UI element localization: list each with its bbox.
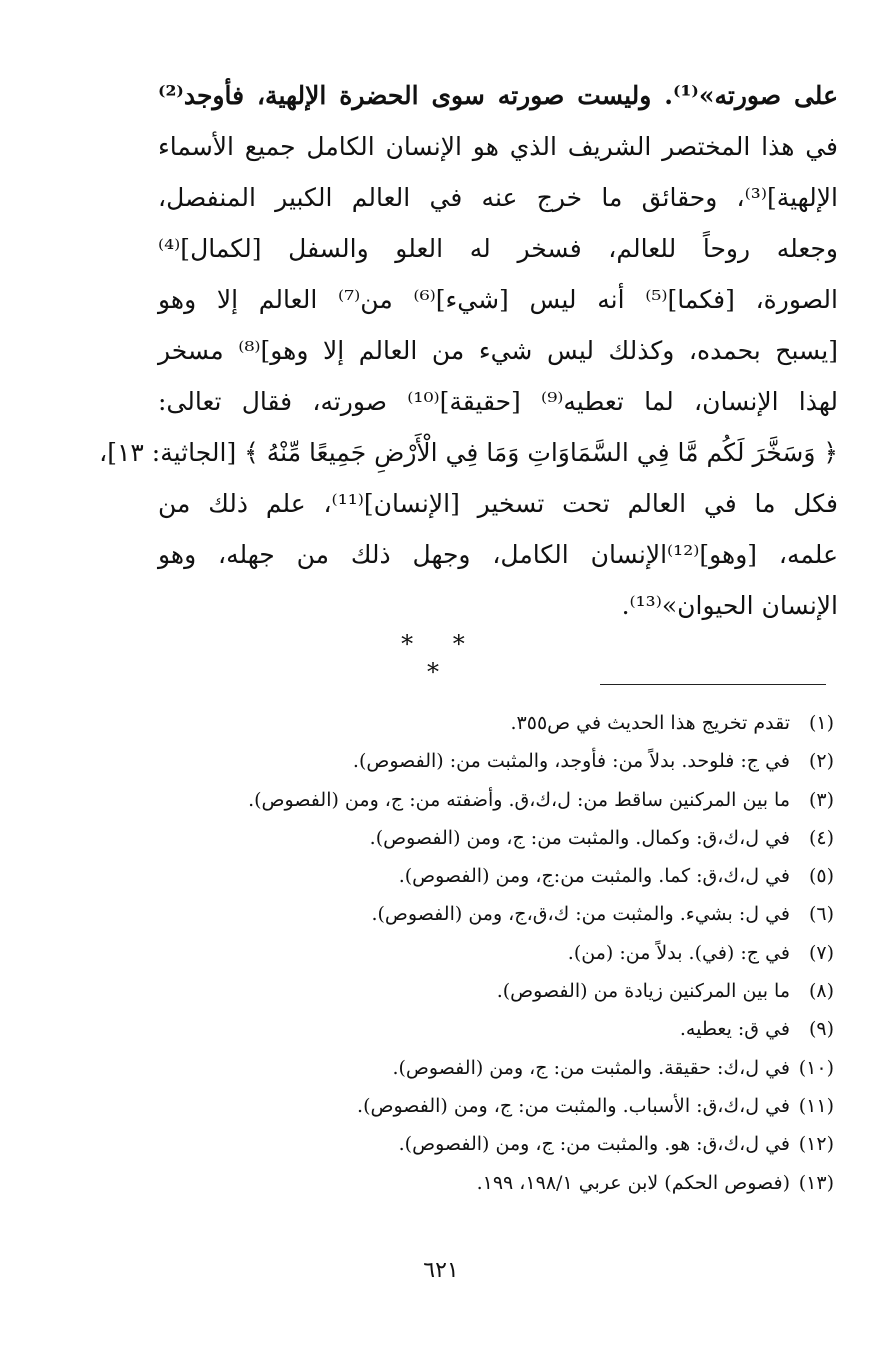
footnote-divider xyxy=(600,684,826,685)
footnote-number: (٢) xyxy=(808,750,834,773)
footnote-number: (٥) xyxy=(808,865,834,888)
footnote-text: في ل،ك،ق: الأسباب. والمثبت من: ج، ومن (الفصوص). xyxy=(357,1094,790,1117)
footnote xyxy=(150,1049,834,1087)
footnote-number: (٣) xyxy=(808,788,834,811)
footnote-number: (١٢) xyxy=(798,1133,834,1156)
footnote xyxy=(150,1010,834,1048)
footnote xyxy=(150,819,834,857)
text-line: على صورته»⁽¹⁾. وليست صورته سوى الحضرة الإلهية، فأوجد⁽²⁾ xyxy=(158,81,839,110)
footnote-number: (١٣) xyxy=(798,1171,834,1194)
footnote xyxy=(150,1164,834,1202)
footnote-number: (٧) xyxy=(808,941,834,964)
footnote xyxy=(150,895,834,933)
text-line: وجعله روحاً للعالم، فسخر له العلو والسفل [لكمال]⁽⁴⁾ xyxy=(158,234,838,263)
text-line: [يسبح بحمده، وكذلك ليس شيء من العالم إلا وهو]⁽⁸⁾ مسخر xyxy=(158,336,838,365)
footnote xyxy=(150,742,834,780)
footnote-text: في ل،ك،ق: وكمال. والمثبت من: ج، ومن (الفصوص). xyxy=(369,826,790,849)
footnote-text: ما بين المركنين زيادة من (الفصوص). xyxy=(496,980,790,1003)
footnote xyxy=(150,1087,834,1125)
footnote-text: في ل،ك،ق: كما. والمثبت من:ج، ومن (الفصوص). xyxy=(398,865,790,888)
footnote xyxy=(150,704,834,742)
footnote-text: في ج: فلوحد. بدلاً من: فأوجد، والمثبت من: (الفصوص). xyxy=(352,750,790,773)
footnote-text: في ل،ك: حقيقة. والمثبت من: ج، ومن (الفصوص). xyxy=(392,1056,790,1079)
footnotes xyxy=(150,704,834,1202)
footnote-number: (٨) xyxy=(808,980,834,1003)
text-line: لهذا الإنسان، لما تعطيه⁽⁹⁾ [حقيقة]⁽¹⁰⁾ صورته، فقال تعالى: xyxy=(158,387,838,416)
footnote-text: في ل،ك،ق: هو. والمثبت من: ج، ومن (الفصوص). xyxy=(398,1133,790,1156)
text-line: الصورة، [فكما]⁽⁵⁾ أنه ليس [شيء]⁽⁶⁾ من⁽⁷⁾ العالم إلا وهو xyxy=(158,285,838,314)
footnote-number: (١٠) xyxy=(798,1056,834,1079)
page-number: ٦٢١ xyxy=(423,1258,459,1283)
footnote-text: ما بين المركنين ساقط من: ل،ك،ق. وأضفته من: ج، ومن (الفصوص). xyxy=(248,788,790,811)
footnote xyxy=(150,1125,834,1163)
text-line: فكل ما في العالم تحت تسخير [الإنسان]⁽¹¹⁾، علم ذلك من xyxy=(158,489,838,518)
quran-verse-line: ﴿ وَسَخَّرَ لَكُم مَّا فِي السَّمَاوَاتِ وَمَا فِي الْأَرْضِ جَمِيعًا مِّنْهُ ﴾ [الجاثية: ١٣]، xyxy=(99,438,838,467)
footnote-number: (٦) xyxy=(808,903,834,926)
main-text xyxy=(99,70,839,631)
footnote xyxy=(150,857,834,895)
footnote xyxy=(150,972,834,1010)
text-line: الإلهية]⁽³⁾، وحقائق ما خرج عنه في العالم الكبير المنفصل، xyxy=(158,183,838,212)
footnote-text: في ق: يعطيه. xyxy=(679,1018,790,1041)
text-line: الإنسان الحيوان»⁽¹³⁾. xyxy=(621,591,838,620)
text-line: علمه، [وهو]⁽¹²⁾الإنسان الكامل، وجهل ذلك من جهله، وهو xyxy=(158,540,839,569)
footnote-number: (١١) xyxy=(798,1094,834,1117)
text-line: في هذا المختصر الشريف الذي هو الإنسان الكامل جميع الأسماء xyxy=(158,132,838,161)
footnote xyxy=(150,934,834,972)
section-separator: * * * xyxy=(401,630,481,686)
footnote-number: (٤) xyxy=(808,826,834,849)
footnote-number: (١) xyxy=(808,712,834,734)
footnote-text: تقدم تخريج هذا الحديث في ص٣٥٥. xyxy=(510,712,790,734)
footnote-number: (٩) xyxy=(808,1018,834,1041)
footnote-text: في ل: بشيء. والمثبت من: ك،ق،ج، ومن (الفصوص). xyxy=(371,903,790,926)
footnote-text: في ج: (في). بدلاً من: (من). xyxy=(567,941,790,964)
footnote xyxy=(150,781,834,819)
footnote-text: (فصوص الحكم) لابن عربي ١٩٨/١، ١٩٩. xyxy=(476,1171,790,1194)
